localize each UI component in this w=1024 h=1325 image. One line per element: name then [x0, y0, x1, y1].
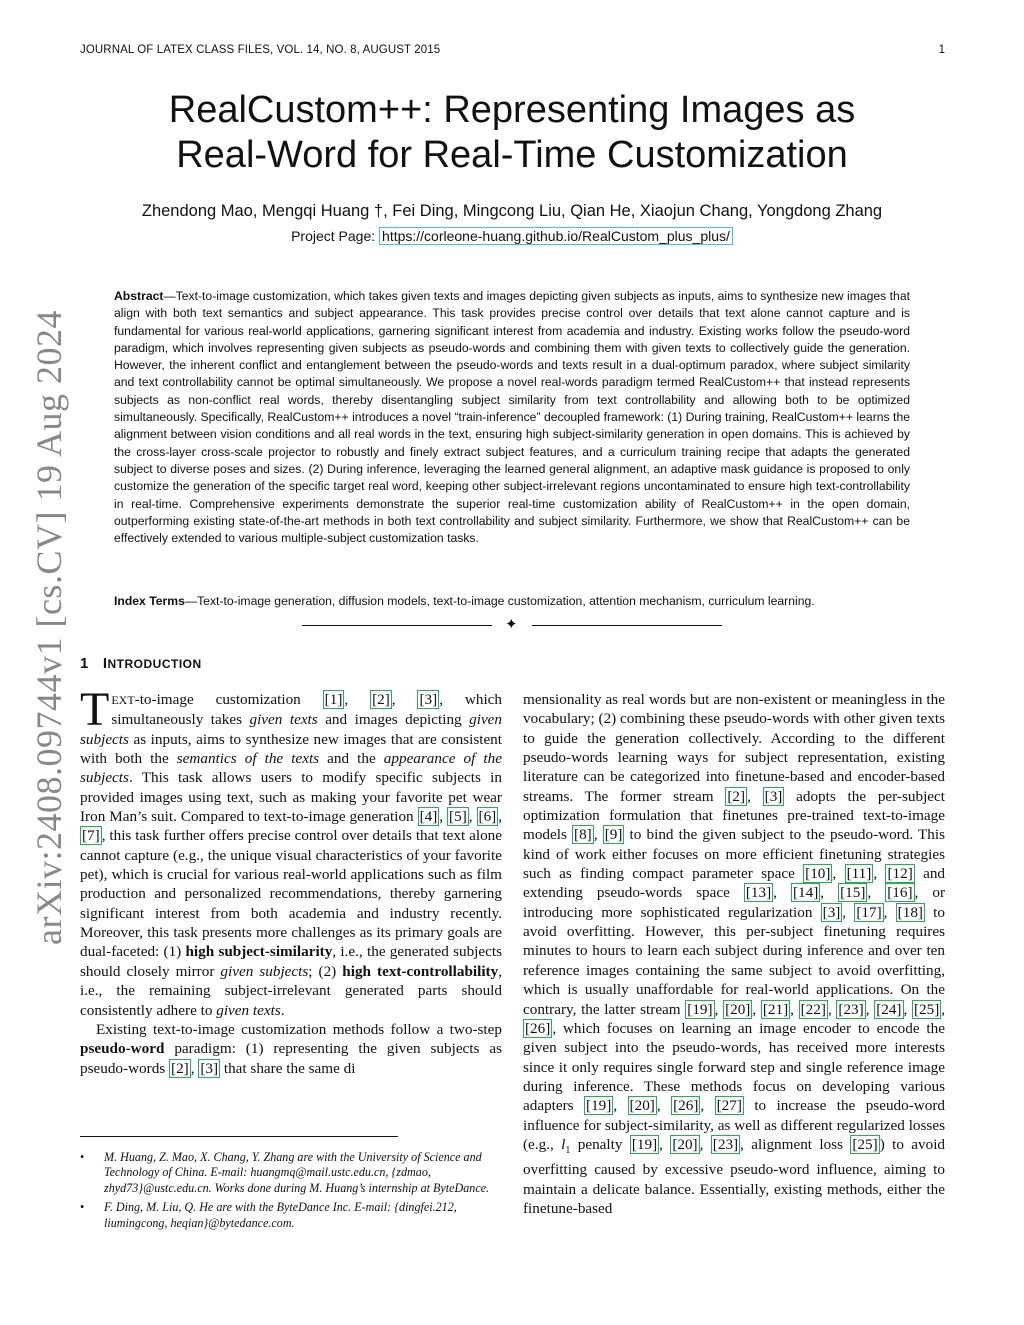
footnote-rule — [80, 1136, 398, 1137]
citation-link[interactable]: [5] — [449, 808, 467, 826]
citation-link[interactable]: [3] — [764, 787, 783, 805]
section-number: 1 — [80, 655, 89, 672]
citation-link[interactable]: [19] — [687, 1000, 713, 1018]
citation-link[interactable]: [17] — [856, 903, 882, 921]
citation-link[interactable]: [24] — [876, 1000, 902, 1018]
citation-link[interactable]: [6] — [478, 808, 497, 826]
project-link[interactable]: https://corleone-huang.github.io/RealCustom_plus_plus/ — [379, 227, 733, 245]
citation-link[interactable]: [18] — [897, 903, 923, 921]
citation-link[interactable]: [7] — [82, 827, 100, 845]
citation-link[interactable]: [26] — [525, 1019, 551, 1037]
citation-link[interactable]: [14] — [792, 884, 819, 902]
citation-link[interactable]: [15] — [840, 884, 866, 902]
citation-link[interactable]: [11] — [846, 865, 872, 883]
citation-link[interactable]: [22] — [800, 1000, 826, 1018]
abstract-text: —Text-to-image customization, which takes given texts and images depicting given subjects as inputs, aims to synthesize new images that align with both text semantics and subject appearance. This task provides precise control over details that text alone cannot capture and is fundamental for various real-world applications, garnering significant interest from academia and industry. Existing works follow the pseudo-word paradigm, which involves representing given subjects as pseudo-words and combining them with given texts to collectively guide the generation. However, the inherent conflict and entanglement between the pseudo-words and texts result in a dual-optimum paradox, where subject similarity and text controllability cannot be optimal simultaneously. We propose a novel real-words paradigm termed RealCustom++ that instead represents subjects as non-conflict real words, thereby disentangling subject similarity from text controllability and allowing both to be optimized simultaneously. Specifically, RealCustom++ introduces a novel “train-inference” decoupled framework: (1) During training, RealCustom++ learns the alignment between vision conditions and all real words in the text, ensuring high subject-similarity generation in open domains. This is achieved by the cross-layer cross-scale projector to robustly and finely extract subject features, and a curriculum training recipe that adapts the generated subject to diverse poses and sizes. (2) During inference, leveraging the learned general alignment, an adaptive mask guidance is proposed to only customize the generation of the specific target real word, keeping other subject-irrelevant regions uncontaminated to ensure high text-controllability in real-time. Comprehensive experiments demonstrate the superior real-time customization ability of RealCustom++ in the open domain, outperforming existing state-of-the-art methods in both text controllability and subject similarity. Furthermore, we show that RealCustom++ can be effectively extended to various multiple-subject customization tasks. — [114, 289, 910, 546]
citation-link[interactable]: [23] — [838, 1000, 864, 1018]
divider-line-right — [532, 625, 722, 626]
footnote-affiliation-1: • M. Huang, Z. Mao, X. Chang, Y. Zhang are with the University of Science and Technology of China. E-mail: huangmq@mail.ustc.edu.cn, {zdmao, zhyd73}@ustc.edu.cn. Works done during M. Huang’s internship at ByteDance. — [80, 1150, 490, 1195]
page-number: 1 — [938, 44, 945, 56]
citation-link[interactable]: [19] — [631, 1135, 658, 1153]
citation-link[interactable]: [2] — [372, 691, 390, 708]
abstract-label: Abstract — [114, 289, 164, 303]
divider-diamond-icon: ✦ — [505, 617, 518, 633]
citation-link[interactable]: [4] — [419, 808, 438, 826]
bullet-icon: • — [80, 1150, 85, 1164]
footnotes — [80, 1150, 502, 1235]
section-heading — [80, 655, 202, 672]
citation-link[interactable]: [8] — [574, 826, 592, 844]
citation-link[interactable]: [25] — [852, 1135, 878, 1153]
abstract — [114, 288, 910, 547]
footnote-affiliation-2: • F. Ding, M. Liu, Q. He are with the ByteDance Inc. E-mail: {dingfei.212, liumingcong, heqian}@bytedance.com. — [80, 1200, 457, 1230]
title-line-2: Real-Word for Real-Time Customization — [176, 134, 848, 176]
citation-link[interactable]: [2] — [171, 1059, 189, 1077]
citation-link[interactable]: [13] — [745, 884, 772, 902]
citation-link[interactable]: [16] — [887, 884, 913, 902]
section-title-initial: I — [102, 655, 108, 672]
citation-link[interactable]: [20] — [629, 1097, 655, 1115]
title-line-1: RealCustom++: Representing Images as — [168, 89, 856, 131]
citation-link[interactable]: [3] — [419, 691, 438, 708]
citation-link[interactable]: [26] — [673, 1097, 699, 1115]
citation-link[interactable]: [2] — [727, 787, 746, 805]
citation-link[interactable]: [21] — [762, 1000, 789, 1018]
index-terms-label: Index Terms — [114, 594, 185, 608]
citation-link[interactable]: [20] — [672, 1135, 698, 1153]
index-terms-text: —Text-to-image generation, diffusion models, text-to-image customization, attention mechanism, curriculum learning. — [184, 594, 815, 608]
intro-paragraph-2-continued: mensionality as real words but are non-existent or meaningless in the vocabulary; (2) combining these pseudo-words with other given texts to guide the generation collectively. According to the different pseudo-words learning ways for subject representation, existing literature can be categorized into finetune-based and encoder-based streams. The former stream [2] , [3] adopts the per-subject optimization formulation that finetunes pre-trained text-to-image models [8] , [9] to bind the given subject to the pseudo-word. This kind of work either focuses on more efficient finetuning strategies such as finding compact parameter space [10] , [11] , [12] and extending pseudo-words space [13] , [14] , [15] , [16] , or introducing more sophisticated regularization [3] , [17] , [18] to avoid overfitting. However, this per-subject finetuning requires minutes to hours to learn each subject during inference and over ten reference images containing the same subject to avoid overfitting, which is usually unaffordable for real-world applications. On the contrary, the latter stream [19] , [20] , [21] , [22] , [23] , [24] , [25] , [26] , which focuses on learning an image encoder to encode the given subject into the pseudo-words, has received more interests since it only requires single forward step and single reference image during inference. These methods focus on developing various adapters [19] , [20] , [26] , [27] to increase the pseudo-word influence for subject-similarity, as well as different regularized losses (e.g., $l_1$ penalty [19] , [20] , [23] , alignment loss [25] ) to avoid overfitting caused by excessive pseudo-word influence, aiming to maintain a delicate balance. Essentially, existing methods, either the finetune-based — [523, 691, 946, 1217]
citation-link[interactable]: [3] — [822, 903, 841, 921]
citation-link[interactable]: [9] — [604, 826, 623, 844]
divider-line-left — [302, 625, 492, 626]
citation-link[interactable]: [1] — [324, 691, 343, 708]
citation-link[interactable]: [25] — [913, 1000, 940, 1018]
section-divider — [302, 617, 722, 635]
paper-title — [0, 88, 1024, 178]
left-column — [80, 683, 503, 1078]
citation-link[interactable]: [10] — [805, 865, 831, 883]
running-header: JOURNAL OF LATEX CLASS FILES, VOL. 14, NO. 8, AUGUST 2015 — [80, 44, 441, 56]
drop-cap: T — [80, 683, 110, 736]
section-title-rest: NTRODUCTION — [107, 657, 202, 671]
index-terms — [114, 593, 910, 610]
citation-link[interactable]: [23] — [712, 1135, 739, 1153]
right-column — [523, 690, 945, 1218]
intro-paragraph-2: Existing text-to-image customization methods follow a two-step pseudo-word paradigm: (1) representing the given subjects as pseudo-words [2] , [3] that share the same di — [80, 1020, 502, 1077]
bullet-icon: • — [80, 1200, 85, 1215]
citation-link[interactable]: [19] — [586, 1097, 612, 1115]
citation-link[interactable]: [3] — [200, 1059, 219, 1077]
citation-link[interactable]: [20] — [725, 1000, 751, 1018]
citation-link[interactable]: [27] — [716, 1097, 742, 1115]
citation-link[interactable]: [12] — [887, 865, 913, 883]
project-page — [0, 228, 1024, 244]
arxiv-stamp: arXiv:2408.09744v1 [cs.CV] 19 Aug 2024 — [29, 310, 69, 945]
project-label: Project Page: — [291, 228, 376, 244]
author-list: Zhendong Mao, Mengqi Huang †, Fei Ding, Mingcong Liu, Qian He, Xiaojun Chang, Yongdong Zhang — [141, 202, 883, 220]
intro-paragraph-1: TEXT-to-image customization [1] , [2] , [3] , which simultaneously takes given texts and images depicting given subjects as inputs, aims to synthesize new images that are consistent with both the semantics of the texts and the appearance of the subjects. This task allows users to modify specific subjects in provided images using text, such as making your favorite pet wear Iron Man’s suit. Compared to text-to-image generation [4] , [5] , [6] , [7] , this task further offers precise control over details that text alone cannot capture (e.g., the unique visual characteristics of your favorite pet), which is crucial for various real-world applications such as film production and personalized recommendations, thereby garnering significant interest from both academia and industry recently. Moreover, this task presents more challenges as its primary goals are dual-faceted: (1) high subject-similarity, i.e., the generated subjects should closely mirror given subjects; (2) high text-controllability, i.e., the remaining subject-irrelevant generated parts should consistently adhere to given texts. — [80, 683, 503, 1019]
